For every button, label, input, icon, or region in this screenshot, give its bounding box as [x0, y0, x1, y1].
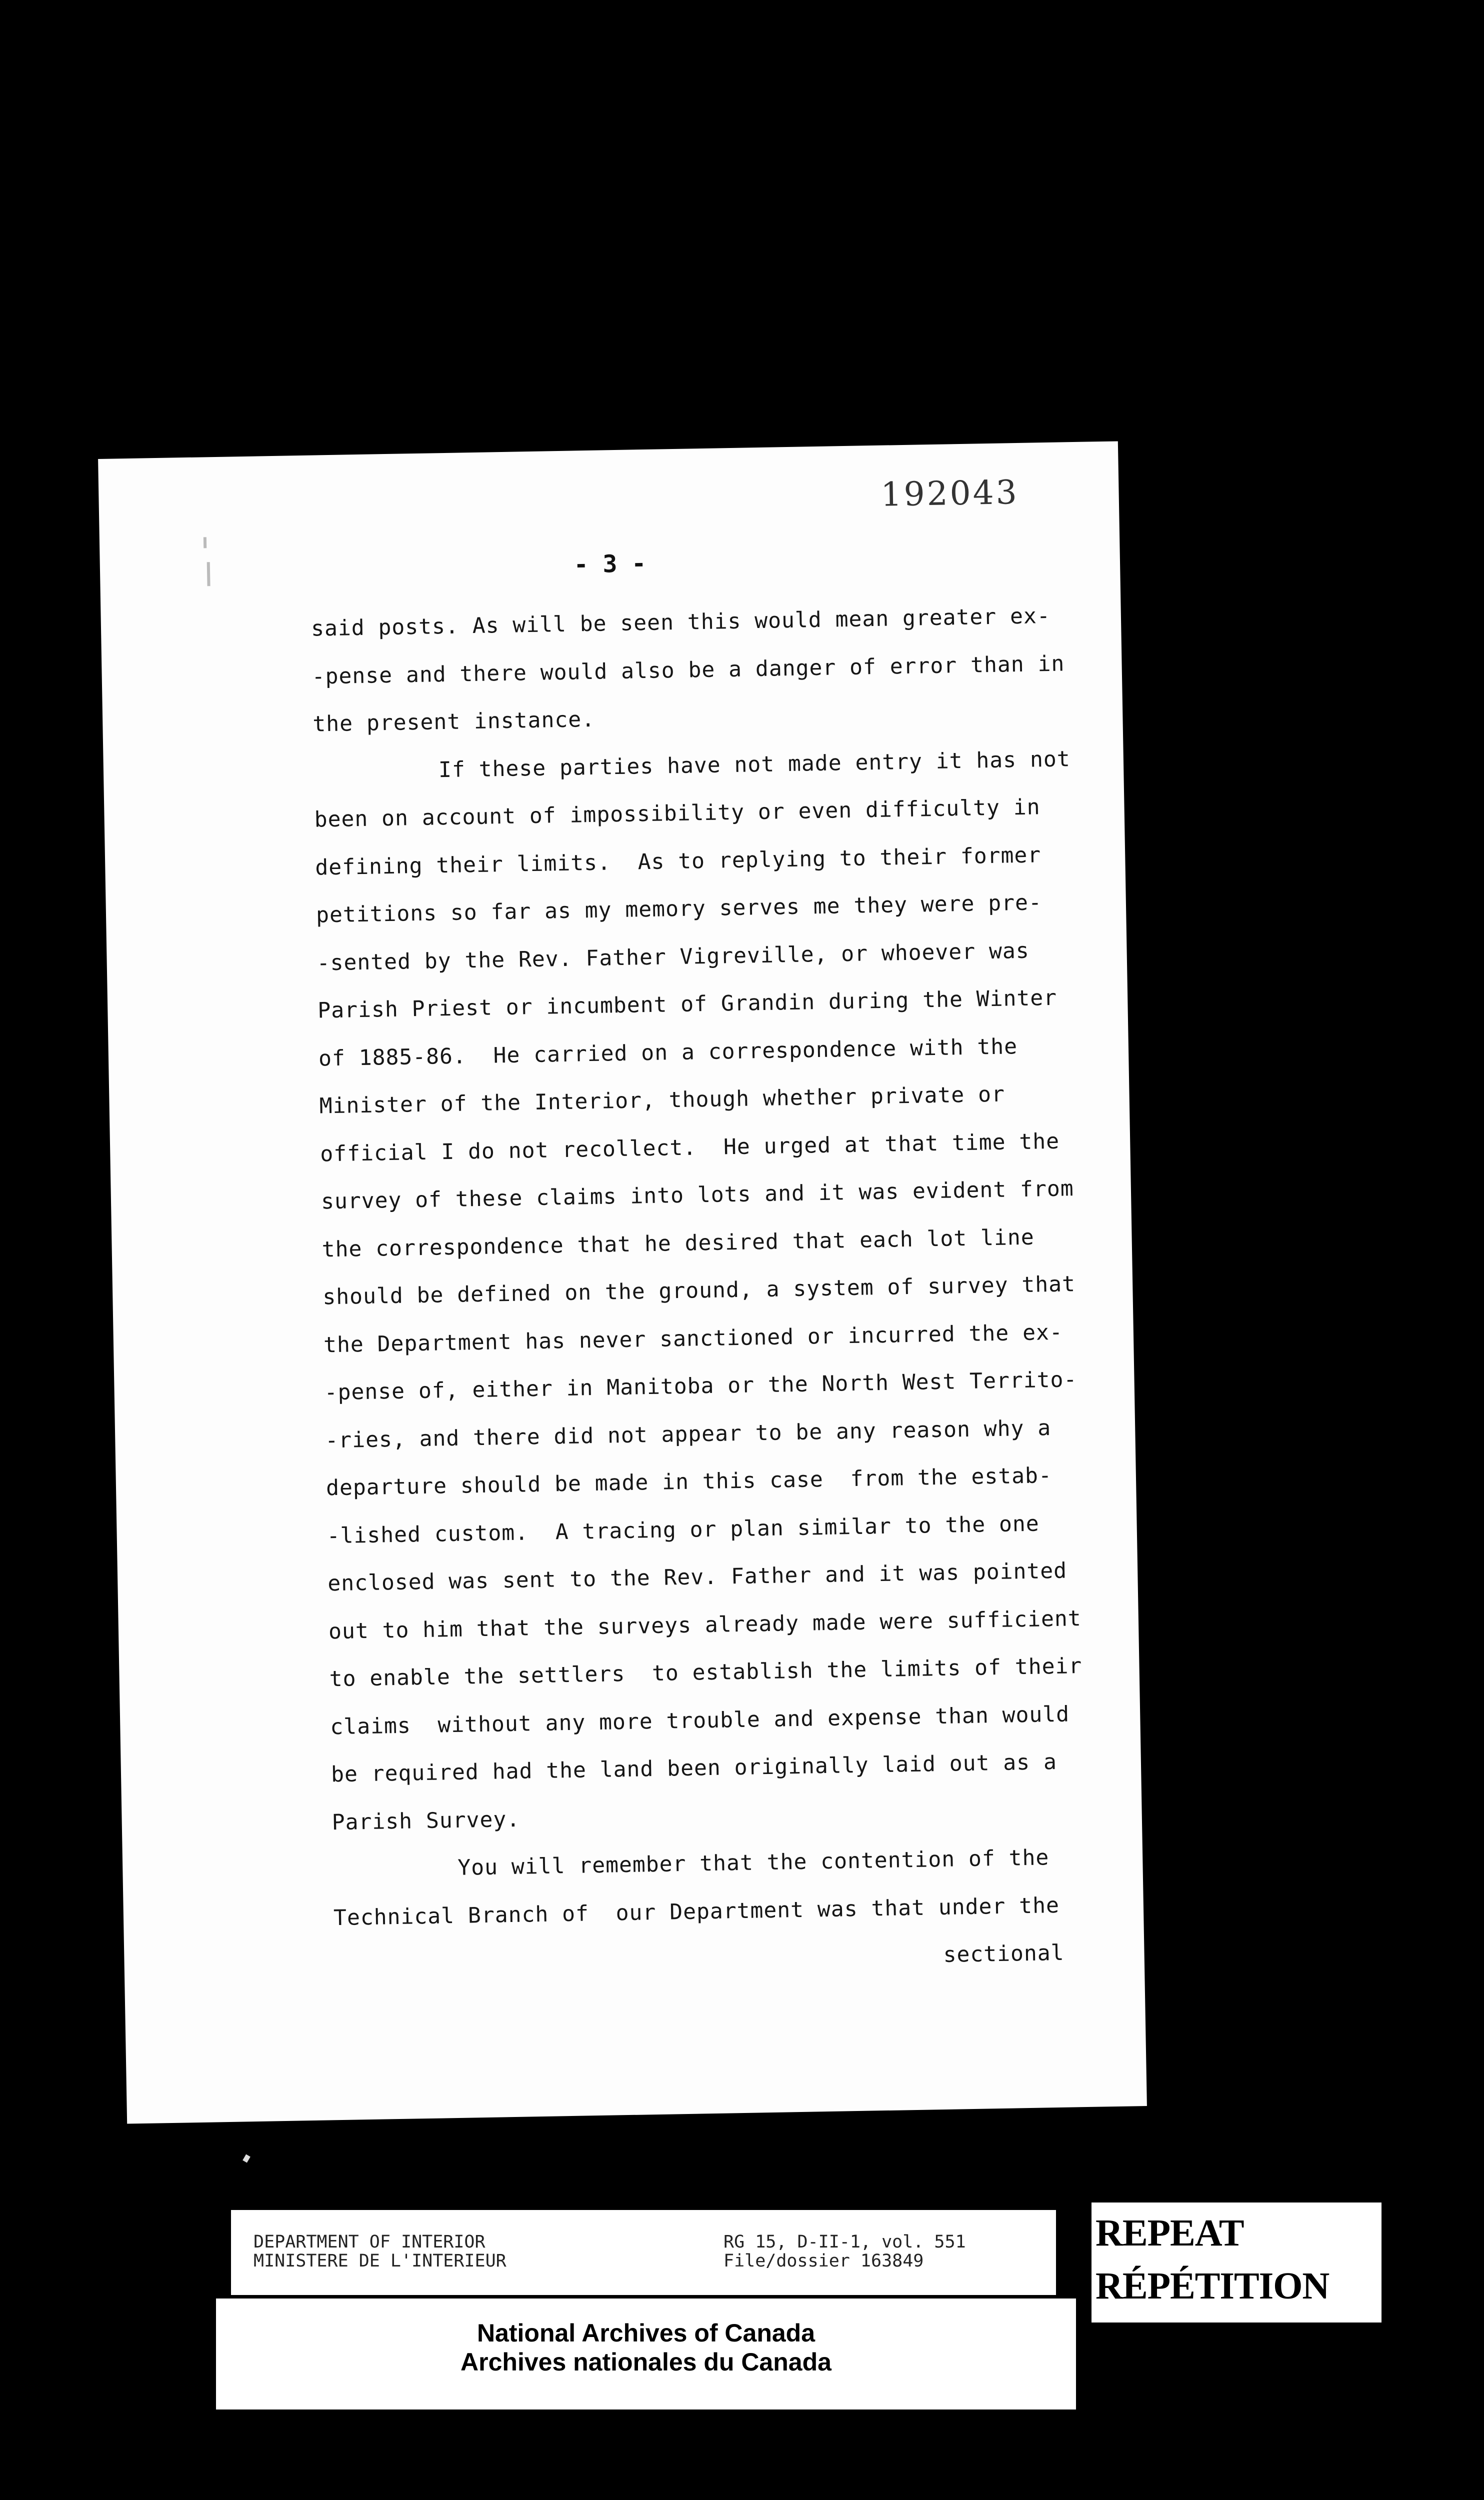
document-line: of 1885-86. He carried on a correspondence with the	[318, 1034, 1018, 1072]
document-line: Parish Priest or incumbent of Grandin during the Winter	[317, 985, 1058, 1024]
document-line: been on account of impossibility or even difficulty in	[314, 794, 1040, 832]
department-fr: MINISTERE DE L'INTERIEUR	[254, 2251, 506, 2271]
document-body-text	[310, 592, 1082, 1990]
document-line: should be defined on the ground, a system of survey that	[322, 1272, 1076, 1310]
document-line: petitions so far as my memory serves me they were pre-	[316, 890, 1042, 928]
archives-name-en: National Archives of Canada	[476, 2319, 816, 2347]
archives-name-fr: Archives nationales du Canada	[460, 2348, 832, 2376]
file-number: File/dossier 163849	[724, 2251, 924, 2271]
document-line: sectional	[943, 1940, 1064, 1968]
document-line: the present instance.	[312, 706, 596, 737]
document-line: out to him that the surveys already made were sufficient	[328, 1606, 1082, 1644]
document-line: -ries, and there did not appear to be any reason why a	[324, 1415, 1052, 1453]
document-page	[98, 441, 1147, 2124]
document-line: -pense of, either in Manitoba or the North West Territo-	[324, 1367, 1078, 1406]
department-en: DEPARTMENT OF INTERIOR	[254, 2232, 486, 2252]
document-line: If these parties have not made entry it has not	[438, 746, 1071, 782]
document-line: claims without any more trouble and expense than would	[330, 1702, 1070, 1740]
document-line: the correspondence that he desired that each lot line	[322, 1224, 1035, 1262]
document-line: -pense and there would also be a danger of error than in	[312, 650, 1065, 690]
document-line: -lished custom. A tracing or plan similar to the one	[326, 1511, 1040, 1548]
document-line: survey of these claims into lots and it was evident from	[320, 1176, 1074, 1214]
archive-reference	[724, 2232, 966, 2270]
document-line: to enable the settlers to establish the limits of their	[329, 1654, 1082, 1692]
document-line: be required had the land been originally laid out as a	[330, 1749, 1058, 1788]
repeat-label-fr: RÉPÉTITION	[1096, 2265, 1330, 2307]
document-line: said posts. As will be seen this would mean greater ex-	[310, 603, 1051, 642]
document-line: defining their limits. As to replying to their former	[314, 842, 1042, 880]
document-line: official I do not recollect. He urged at that time the	[320, 1128, 1060, 1167]
document-line: Minister of the Interior, though whether private or	[319, 1082, 1006, 1119]
document-line: departure should be made in this case from the estab-	[326, 1463, 1052, 1501]
archive-reference-label	[231, 2210, 1056, 2295]
dust-speck	[242, 2154, 250, 2162]
national-archives-label	[216, 2298, 1076, 2410]
repeat-label-en: REPEAT	[1096, 2212, 1244, 2254]
document-line: Parish Survey.	[332, 1806, 520, 1835]
record-group-reference: RG 15, D-II-1, vol. 551	[724, 2232, 966, 2252]
document-line: Technical Branch of our Department was that under the	[333, 1892, 1060, 1930]
document-line: the Department has never sanctioned or incurred the ex-	[323, 1320, 1064, 1358]
document-line: enclosed was sent to the Rev. Father and it was pointed	[327, 1558, 1068, 1596]
document-number: 192043	[880, 472, 1020, 514]
page-number: - 3 -	[574, 549, 646, 579]
department-names	[254, 2232, 506, 2270]
repeat-stamp	[1092, 2202, 1382, 2322]
document-line: You will remember that the contention of the	[457, 1845, 1050, 1880]
document-line: -sented by the Rev. Father Vigreville, or whoever was	[316, 938, 1030, 976]
